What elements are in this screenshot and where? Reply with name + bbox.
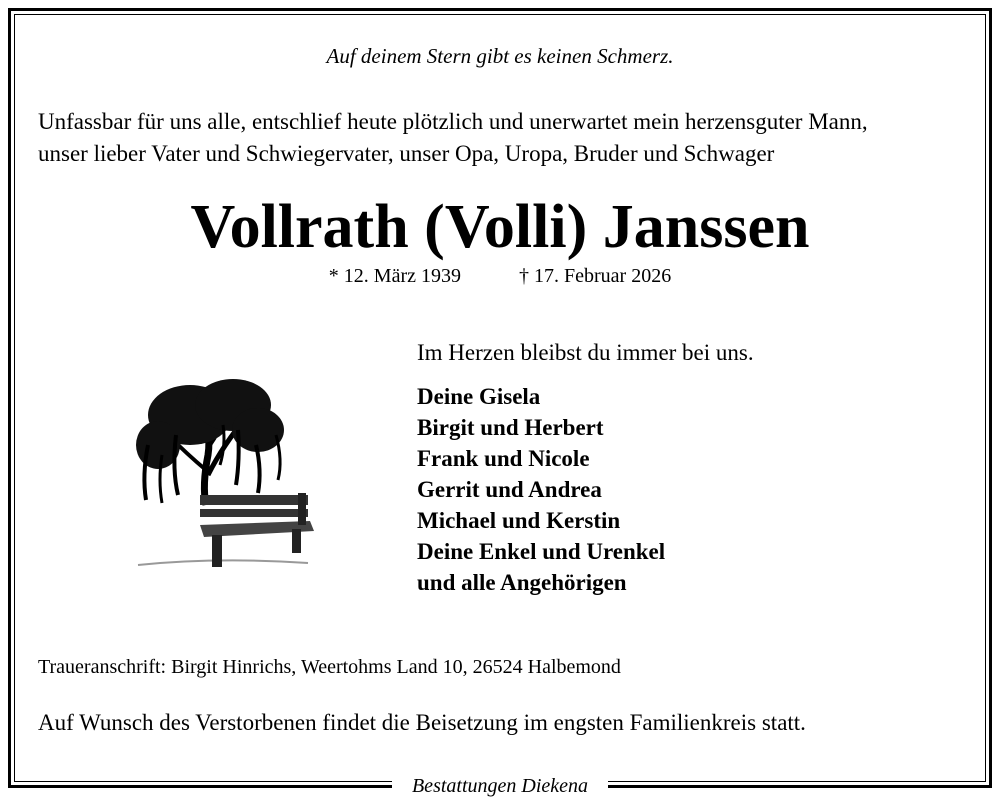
mourner-item: Deine Enkel und Urenkel: [417, 539, 666, 564]
mourning-address: Traueranschrift: Birgit Hinrichs, Weertohms Land 10, 26524 Halbemond: [38, 656, 621, 678]
intro-line-1: Unfassbar für uns alle, entschlief heute plötzlich und unerwartet mein herzensguter Mann,: [38, 109, 868, 134]
intro-text: [38, 106, 968, 170]
mourner-item: Gerrit und Andrea: [417, 477, 602, 502]
willow-tree-bench-icon: [128, 375, 318, 575]
mourner-item: Deine Gisela: [417, 384, 541, 409]
birth-date: * 12. März 1939: [328, 265, 461, 287]
motto: Auf deinem Stern gibt es keinen Schmerz.: [326, 44, 674, 68]
remembrance-line: Im Herzen bleibst du immer bei uns.: [417, 340, 754, 365]
mourner-item: Michael und Kerstin: [417, 508, 621, 533]
funeral-home-credit: [0, 775, 1000, 798]
mourner-item: Frank und Nicole: [417, 446, 590, 471]
intro-line-2: unser lieber Vater und Schwiegervater, unser Opa, Uropa, Bruder und Schwager: [38, 141, 775, 166]
mourners-list: [417, 381, 665, 598]
life-dates: [0, 265, 1000, 288]
burial-notice: Auf Wunsch des Verstorbenen findet die Beisetzung im engsten Familienkreis statt.: [38, 710, 806, 735]
death-date: † 17. Februar 2026: [519, 265, 672, 287]
deceased-name: Vollrath (Volli) Janssen: [190, 193, 810, 261]
mourner-item: und alle Angehörigen: [417, 570, 627, 595]
mourner-item: Birgit und Herbert: [417, 415, 604, 440]
funeral-home-name: Bestattungen Diekena: [406, 775, 594, 797]
